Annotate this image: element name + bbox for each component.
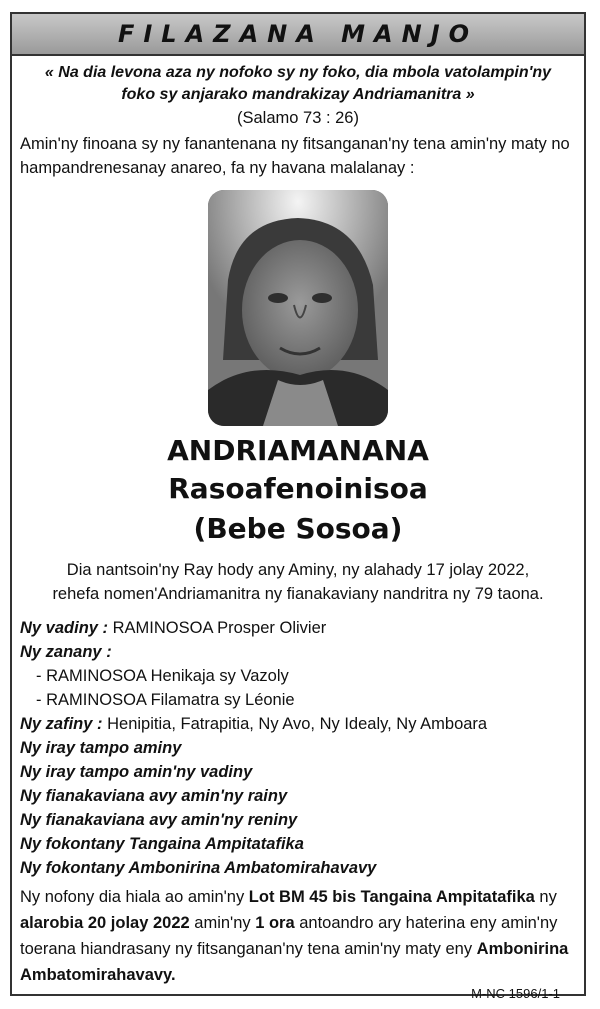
banner xyxy=(12,14,584,56)
intro-line-2: hampandrenesanay anareo, fa ny havana malalanay : xyxy=(20,159,415,177)
reference-code: M-NC 1596/1-1 xyxy=(471,986,560,1001)
intro-line-1: Amin'ny finoana sy ny fanantenana ny fitsanganan'ny tena amin'ny maty no xyxy=(20,135,570,153)
child-item: - RAMINOSOA Filamatra sy Léonie xyxy=(36,691,295,709)
portrait-photo-icon xyxy=(208,190,388,426)
children-label: Ny zanany : xyxy=(20,643,112,661)
funeral-time: 1 ora xyxy=(255,914,295,932)
funeral-paragraph xyxy=(20,884,578,988)
funeral-text: antoandro ary haterina eny amin'ny toerana hiandrasany ny fitsanganan'ny tena amin'ny maty eny xyxy=(20,914,558,958)
deceased-given-name: Rasoafenoinisoa xyxy=(168,472,428,505)
funeral-text: amin'ny xyxy=(189,914,256,932)
grandchildren-row xyxy=(20,712,487,736)
spouse-row xyxy=(20,616,326,640)
burial-place: Ambonirina Ambatomirahavavy. xyxy=(20,940,569,984)
deceased-nickname: (Bebe Sosoa) xyxy=(193,512,403,545)
family-item: Ny fokontany Tangaina Ampitatafika xyxy=(20,835,304,853)
family-item: Ny fianakaviana avy amin'ny reniny xyxy=(20,811,298,829)
quote-line-2: foko sy anjarako mandrakizay Andriamanitra » xyxy=(121,86,475,103)
quote-reference: (Salamo 73 : 26) xyxy=(237,109,359,127)
spouse-label: Ny vadiny : xyxy=(20,619,109,637)
family-item: Ny fokontany Ambonirina Ambatomirahavavy xyxy=(20,859,377,877)
family-item: Ny iray tampo aminy xyxy=(20,739,182,757)
funeral-location: Lot BM 45 bis Tangaina Ampitatafika xyxy=(248,888,535,906)
banner-title: FILAZANA MANJO xyxy=(117,20,479,48)
family-item: Ny iray tampo amin'ny vadiny xyxy=(20,763,253,781)
notice-frame xyxy=(10,12,586,1001)
spouse-value: RAMINOSOA Prosper Olivier xyxy=(108,619,327,637)
funeral-date: alarobia 20 jolay 2022 xyxy=(20,914,190,932)
family-item: Ny fianakaviana avy amin'ny rainy xyxy=(20,787,288,805)
deceased-surname: ANDRIAMANANA xyxy=(167,434,429,467)
funeral-text: ny xyxy=(534,888,557,906)
funeral-text: Ny nofony dia hiala ao amin'ny xyxy=(20,888,249,906)
death-notice-line-2: rehefa nomen'Andriamanitra ny fianakaviany nandritra ny 79 taona. xyxy=(52,585,544,603)
grandchildren-value: Henipitia, Fatrapitia, Ny Avo, Ny Idealy, Ny Amboara xyxy=(102,715,488,733)
grandchildren-label: Ny zafiny : xyxy=(20,715,103,733)
quote-line-1: « Na dia levona aza ny nofoko sy ny foko, dia mbola vatolampin'ny xyxy=(44,64,552,81)
death-notice-line-1: Dia nantsoin'ny Ray hody any Aminy, ny alahady 17 jolay 2022, xyxy=(66,561,530,579)
child-item: - RAMINOSOA Henikaja sy Vazoly xyxy=(36,667,289,685)
